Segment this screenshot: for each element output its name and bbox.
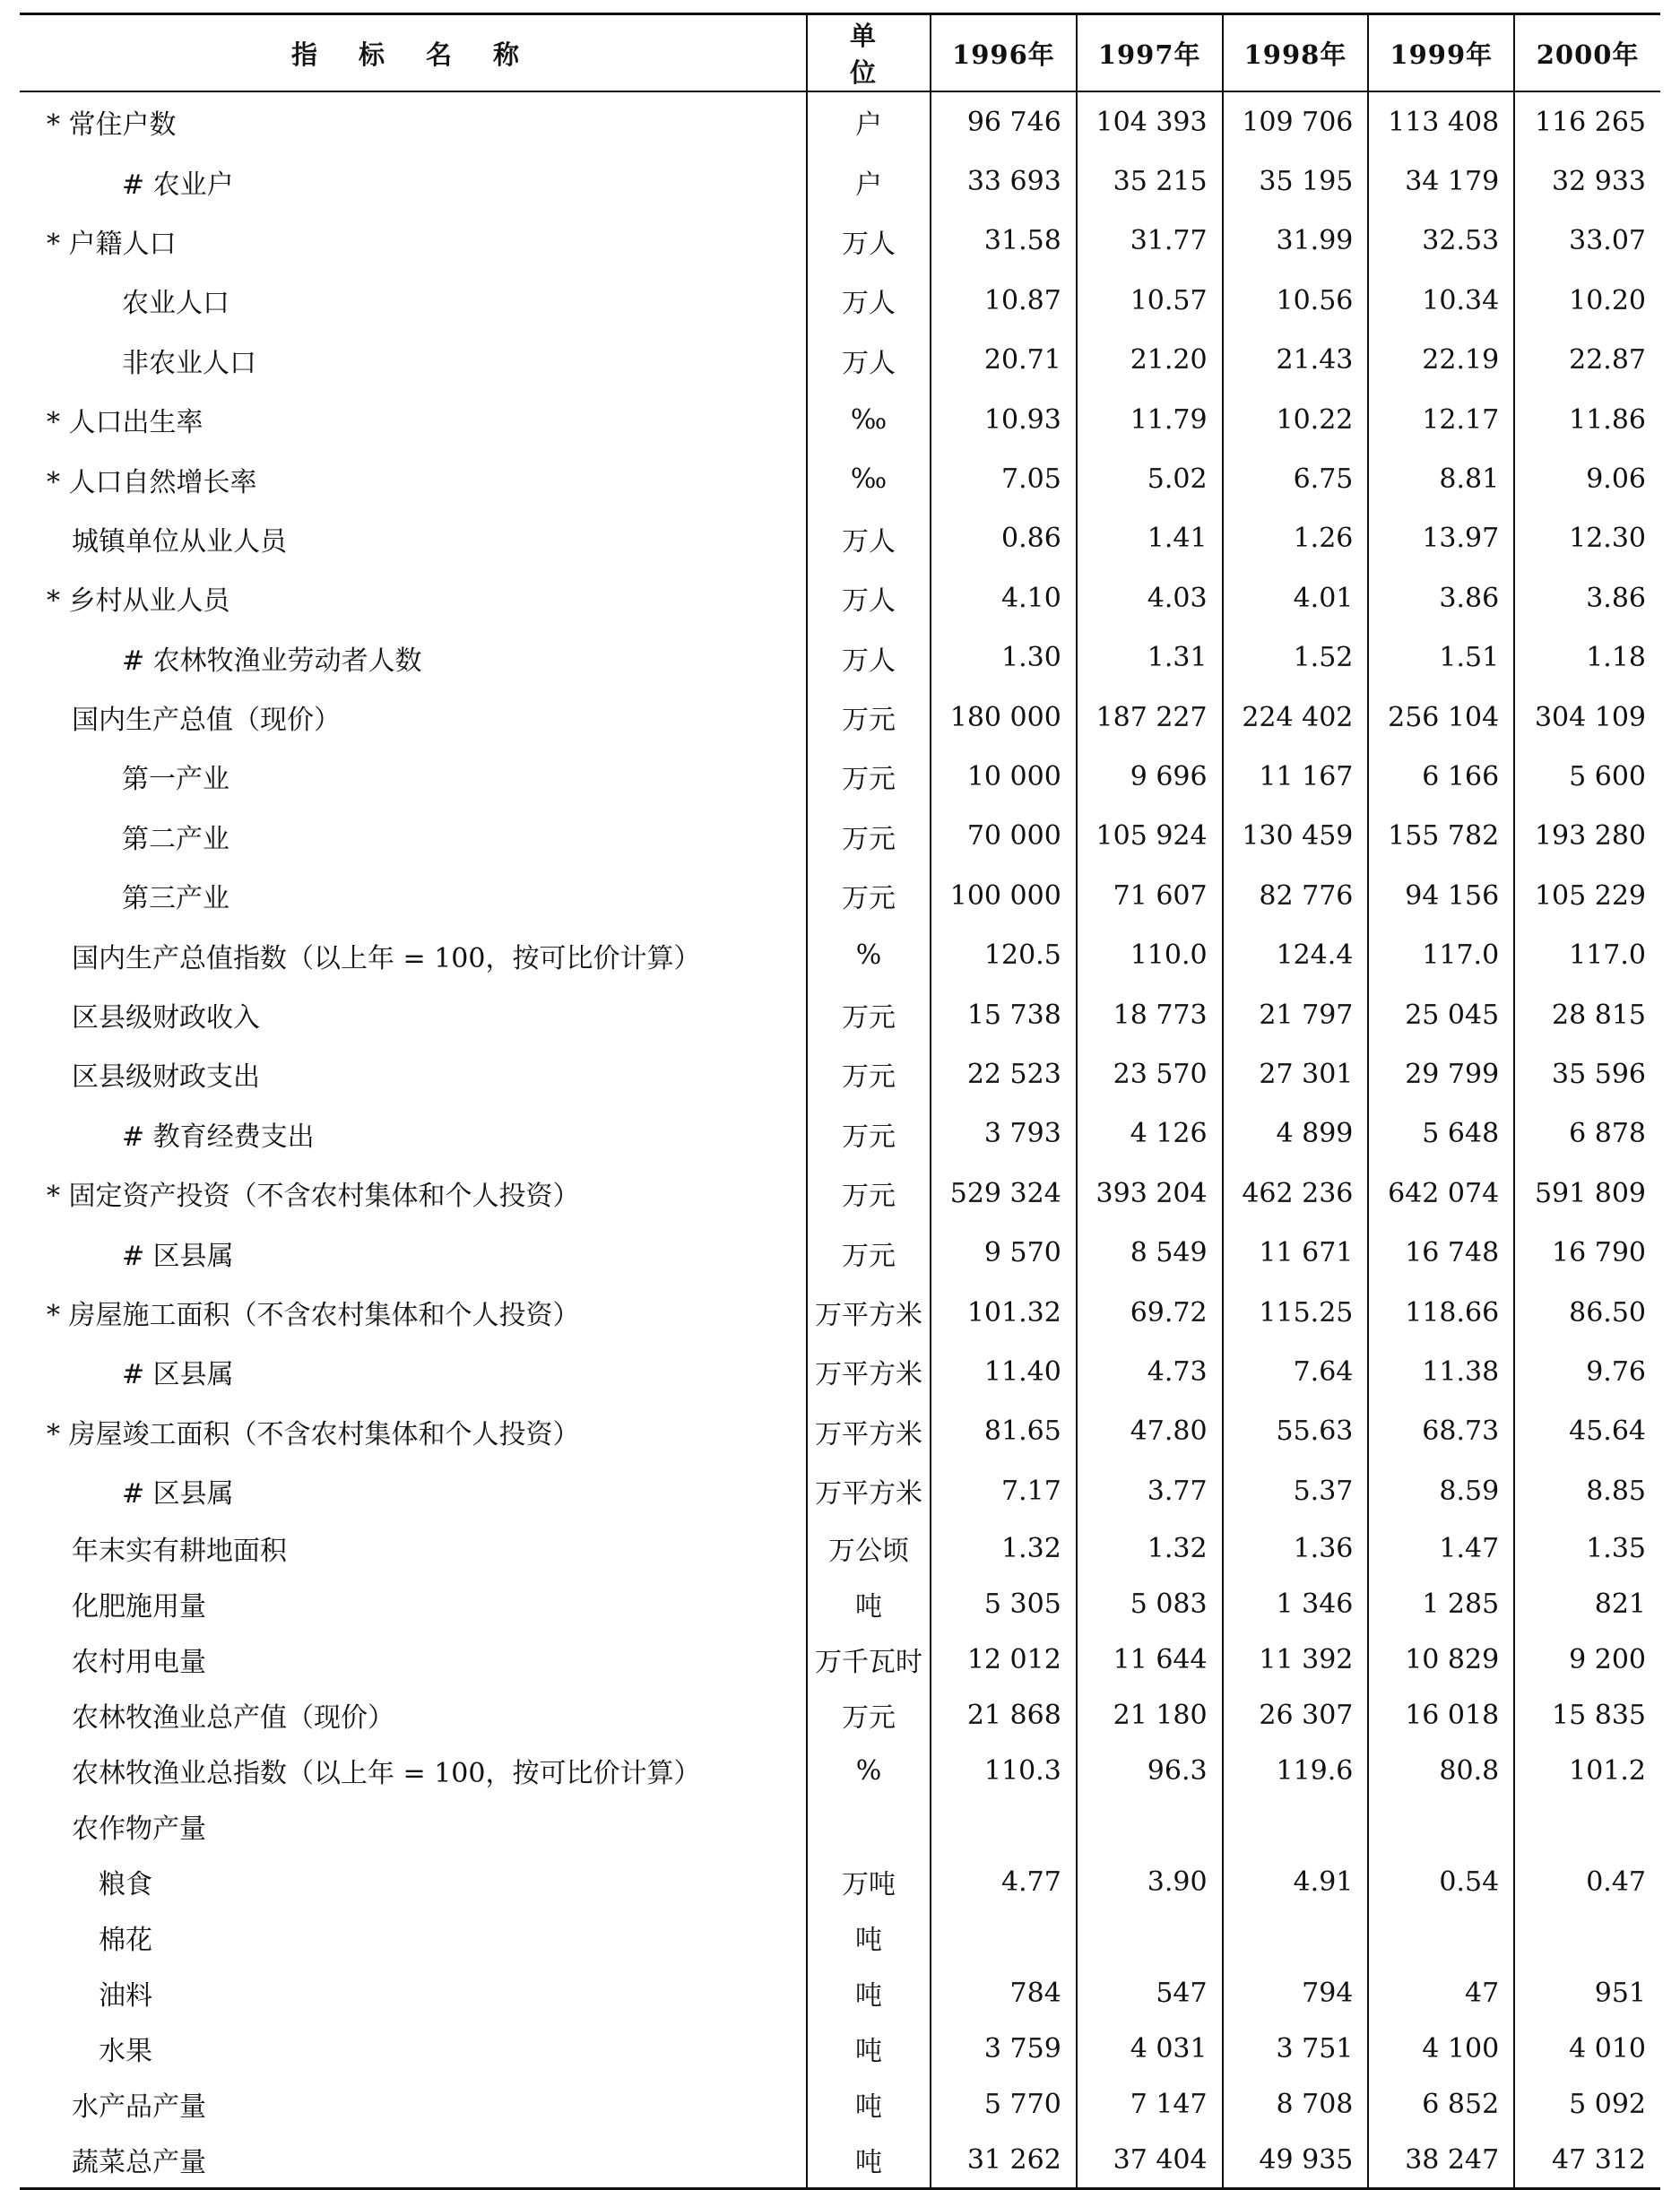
year-header-1998: 1998年: [1223, 14, 1369, 92]
value-cell-1997年: 5 083: [1077, 1576, 1223, 1632]
indicator-name-cell: # 农业户: [20, 151, 807, 211]
value-cell-1998年: [1223, 1798, 1369, 1854]
indicator-name-cell: 国内生产总值指数（以上年 = 100，按可比价计算）: [20, 925, 807, 984]
table-row: [20, 1576, 1660, 1632]
value-cell-2000年: 193 280: [1534, 820, 1646, 853]
value-cell-1996年: 101.32: [931, 1283, 1077, 1342]
value-cell-1997年: 5.02: [1077, 449, 1223, 508]
value-cell-1999年: 6 852: [1368, 2076, 1514, 2132]
value-cell-2000年: 304 109: [1534, 701, 1646, 733]
indicator-name-cell: 粮食: [20, 1854, 807, 1909]
value-cell-1997年: 4 126: [1077, 1104, 1223, 1164]
table-row: [20, 985, 1660, 1044]
unit-cell: 户: [807, 91, 931, 151]
value-cell-1999年: 8.59: [1368, 1461, 1514, 1520]
value-cell-1999年: 68.73: [1368, 1402, 1514, 1461]
indicator-name-cell: # 教育经费支出: [20, 1104, 807, 1164]
unit-cell: 吨: [807, 1576, 931, 1632]
value-cell-1998年: 1.36: [1223, 1520, 1369, 1576]
table-row: [20, 1223, 1660, 1282]
value-cell-1996年: 5 305: [931, 1576, 1077, 1632]
indicator-name-cell: 油料: [20, 1965, 807, 2021]
value-cell-1999年: 10 829: [1368, 1632, 1514, 1687]
unit-cell: ‰: [807, 449, 931, 508]
value-cell-1996年: 33 693: [931, 151, 1077, 211]
indicator-name-cell: * 房屋竣工面积（不含农村集体和个人投资）: [20, 1402, 807, 1461]
value-cell-1997年: 4.73: [1077, 1342, 1223, 1401]
value-cell-2000年: 12.30: [1569, 523, 1646, 555]
value-cell-1997年: 37 404: [1077, 2132, 1223, 2189]
value-cell-1996年: 31.58: [931, 212, 1077, 271]
unit-cell: 万元: [807, 1687, 931, 1743]
indicator-name-cell: 化肥施用量: [20, 1576, 807, 1632]
value-cell-1997年: 35 215: [1077, 151, 1223, 211]
value-cell-1996年: 96 746: [931, 91, 1077, 151]
value-cell-1998年: 5.37: [1223, 1461, 1369, 1520]
value-cell-2000年: 45.64: [1569, 1415, 1646, 1448]
value-cell-1999年: 10.34: [1368, 271, 1514, 330]
value-cell-1999年: 22.19: [1368, 331, 1514, 390]
value-cell-1996年: 10 000: [931, 747, 1077, 806]
value-cell-2000年: [1514, 1798, 1660, 1854]
unit-cell: 万人: [807, 271, 931, 330]
value-cell-1999年: [1368, 1798, 1514, 1854]
table-row: [20, 1798, 1660, 1854]
value-cell-1999年: 0.54: [1368, 1854, 1514, 1909]
value-cell-2000年: 35 596: [1552, 1058, 1646, 1090]
indicator-name-cell: # 区县属: [20, 1461, 807, 1520]
value-cell-1999年: 5 648: [1368, 1104, 1514, 1164]
value-cell-1996年: 15 738: [931, 985, 1077, 1044]
table-row: [20, 1044, 1660, 1104]
table-row: [20, 1854, 1660, 1909]
value-cell-2000年: 1.18: [1586, 642, 1646, 674]
table-row: [20, 212, 1660, 271]
indicator-name-cell: # 区县属: [20, 1223, 807, 1282]
indicator-name-cell: 国内生产总值（现价）: [20, 688, 807, 747]
unit-cell: 万人: [807, 212, 931, 271]
value-cell-2000年: 86.50: [1569, 1296, 1646, 1329]
table-body: [20, 91, 1660, 2189]
value-cell-2000年: 11.86: [1569, 403, 1646, 436]
value-cell-1996年: 70 000: [931, 807, 1077, 866]
indicator-name-cell: 第一产业: [20, 747, 807, 806]
indicator-name-cell: 非农业人口: [20, 331, 807, 390]
value-cell-1996年: [931, 1798, 1077, 1854]
value-cell-1998年: 4.01: [1223, 568, 1369, 628]
value-cell-1998年: 7.64: [1223, 1342, 1369, 1401]
value-cell-2000年: [1514, 1909, 1660, 1965]
table-row: [20, 688, 1660, 747]
value-cell-1997年: 69.72: [1077, 1283, 1223, 1342]
value-cell-2000年: 10.20: [1569, 284, 1646, 316]
value-cell-1997年: 21 180: [1077, 1687, 1223, 1743]
value-cell-1997年: 10.57: [1077, 271, 1223, 330]
table-row: [20, 628, 1660, 688]
value-cell-1998年: 26 307: [1223, 1687, 1369, 1743]
table-row: [20, 1402, 1660, 1461]
indicator-name-cell: # 农林牧渔业劳动者人数: [20, 628, 807, 688]
value-cell-1998年: 4 899: [1223, 1104, 1369, 1164]
value-cell-1997年: 3.77: [1077, 1461, 1223, 1520]
value-cell-2000年: 117.0: [1569, 939, 1646, 972]
value-cell-1998年: 10.22: [1223, 390, 1369, 449]
value-cell-1999年: 1.47: [1368, 1520, 1514, 1576]
value-cell-1996年: 3 759: [931, 2021, 1077, 2076]
value-cell-1998年: 462 236: [1223, 1164, 1369, 1223]
value-cell-2000年: 6 878: [1569, 1118, 1646, 1150]
value-cell-1997年: 1.31: [1077, 628, 1223, 688]
value-cell-1999年: 32.53: [1368, 212, 1514, 271]
table-row: [20, 331, 1660, 390]
value-cell-1997年: 21.20: [1077, 331, 1223, 390]
table-row: [20, 2132, 1660, 2189]
value-cell-2000年: 105 229: [1534, 879, 1646, 912]
statistics-table-page: [20, 13, 1660, 2190]
value-cell-2000年: 28 815: [1552, 999, 1646, 1031]
value-cell-1997年: 7 147: [1077, 2076, 1223, 2132]
value-cell-1998年: 55.63: [1223, 1402, 1369, 1461]
value-cell-1999年: 29 799: [1368, 1044, 1514, 1104]
value-cell-1998年: 8 708: [1223, 2076, 1369, 2132]
value-cell-2000年: 9 200: [1569, 1643, 1646, 1675]
value-cell-2000年: 22.87: [1569, 344, 1646, 377]
value-cell-1997年: 393 204: [1077, 1164, 1223, 1223]
value-cell-1996年: 7.17: [931, 1461, 1077, 1520]
value-cell-1996年: 100 000: [931, 866, 1077, 925]
value-cell-1998年: 224 402: [1223, 688, 1369, 747]
value-cell-1997年: 4.03: [1077, 568, 1223, 628]
table-row: [20, 91, 1660, 151]
value-cell-1997年: 31.77: [1077, 212, 1223, 271]
value-cell-1999年: 155 782: [1368, 807, 1514, 866]
unit-cell: 吨: [807, 1909, 931, 1965]
value-cell-1999年: 34 179: [1368, 151, 1514, 211]
unit-cell: 万人: [807, 509, 931, 568]
value-cell-1999年: 117.0: [1368, 925, 1514, 984]
value-cell-1998年: 31.99: [1223, 212, 1369, 271]
unit-cell: 万人: [807, 568, 931, 628]
table-row: [20, 1342, 1660, 1401]
indicator-name-cell: 水产品产量: [20, 2076, 807, 2132]
value-cell-2000年: 32 933: [1552, 166, 1646, 198]
table-row: [20, 807, 1660, 866]
unit-cell: 万元: [807, 1164, 931, 1223]
indicator-name-cell: 农村用电量: [20, 1632, 807, 1687]
table-row: [20, 1687, 1660, 1743]
unit-cell: 万元: [807, 866, 931, 925]
value-cell-1996年: 11.40: [931, 1342, 1077, 1401]
unit-cell: 万千瓦时: [807, 1632, 931, 1687]
value-cell-2000年: 116 265: [1534, 106, 1646, 138]
value-cell-1998年: 49 935: [1223, 2132, 1369, 2189]
table-row: [20, 151, 1660, 211]
unit-cell: 万元: [807, 747, 931, 806]
value-cell-1996年: 20.71: [931, 331, 1077, 390]
value-cell-1996年: 21 868: [931, 1687, 1077, 1743]
value-cell-2000年: 0.47: [1586, 1865, 1646, 1898]
value-cell-1998年: 794: [1223, 1965, 1369, 2021]
value-cell-1999年: 80.8: [1368, 1743, 1514, 1798]
table-row: [20, 1743, 1660, 1798]
table-row: [20, 1909, 1660, 1965]
table-row: [20, 1632, 1660, 1687]
year-header-1997: 1997年: [1077, 14, 1223, 92]
indicator-name-cell: # 区县属: [20, 1342, 807, 1401]
value-cell-1999年: 11.38: [1368, 1342, 1514, 1401]
value-cell-1996年: 4.10: [931, 568, 1077, 628]
unit-cell: %: [807, 1743, 931, 1798]
value-cell-1997年: 23 570: [1077, 1044, 1223, 1104]
table-row: [20, 866, 1660, 925]
unit-cell: 户: [807, 151, 931, 211]
indicator-name-cell: 区县级财政支出: [20, 1044, 807, 1104]
indicator-name-cell: * 人口出生率: [20, 390, 807, 449]
unit-cell: ‰: [807, 390, 931, 449]
value-cell-1996年: 110.3: [931, 1743, 1077, 1798]
indicator-name-cell: 第三产业: [20, 866, 807, 925]
unit-cell: 万平方米: [807, 1402, 931, 1461]
value-cell-1999年: 256 104: [1368, 688, 1514, 747]
year-header-2000: 2000年: [1514, 14, 1660, 92]
value-cell-2000年: 15 835: [1552, 1699, 1646, 1731]
table-row: [20, 568, 1660, 628]
year-header-1999: 1999年: [1368, 14, 1514, 92]
table-row: [20, 449, 1660, 508]
indicator-name-cell: 蔬菜总产量: [20, 2132, 807, 2189]
indicator-name-cell: 水果: [20, 2021, 807, 2076]
unit-cell: 万平方米: [807, 1283, 931, 1342]
value-cell-2000年: 8.85: [1586, 1475, 1646, 1507]
unit-cell: 万元: [807, 1104, 931, 1164]
value-cell-2000年: 951: [1594, 1977, 1646, 2009]
value-cell-2000年: 9.06: [1586, 463, 1646, 496]
indicator-name-cell: * 乡村从业人员: [20, 568, 807, 628]
unit-cell: 吨: [807, 2021, 931, 2076]
value-cell-1997年: [1077, 1909, 1223, 1965]
value-cell-1997年: 187 227: [1077, 688, 1223, 747]
value-cell-1996年: 10.93: [931, 390, 1077, 449]
value-cell-2000年: 47 312: [1514, 2132, 1660, 2189]
value-cell-1996年: 0.86: [931, 509, 1077, 568]
table-row: [20, 2076, 1660, 2132]
table-row: [20, 2021, 1660, 2076]
value-cell-1999年: 1 285: [1368, 1576, 1514, 1632]
value-cell-1999年: 6 166: [1368, 747, 1514, 806]
value-cell-1998年: 11 671: [1223, 1223, 1369, 1282]
year-header-1996: 1996年: [931, 14, 1077, 92]
table-row: [20, 1520, 1660, 1576]
value-cell-1997年: 47.80: [1077, 1402, 1223, 1461]
value-cell-1997年: 11 644: [1077, 1632, 1223, 1687]
value-cell-1997年: 110.0: [1077, 925, 1223, 984]
indicator-name-cell: 农林牧渔业总产值（现价）: [20, 1687, 807, 1743]
value-cell-1997年: 11.79: [1077, 390, 1223, 449]
value-cell-1998年: 109 706: [1223, 91, 1369, 151]
value-cell-1996年: 22 523: [931, 1044, 1077, 1104]
value-cell-1997年: 9 696: [1077, 747, 1223, 806]
value-cell-1999年: 47: [1368, 1965, 1514, 2021]
value-cell-1999年: [1368, 1909, 1514, 1965]
value-cell-2000年: 1.35: [1586, 1532, 1646, 1564]
value-cell-1998年: 27 301: [1223, 1044, 1369, 1104]
indicator-name-cell: 城镇单位从业人员: [20, 509, 807, 568]
indicator-name-cell: 年末实有耕地面积: [20, 1520, 807, 1576]
unit-cell: 吨: [807, 2076, 931, 2132]
value-cell-1997年: 4 031: [1077, 2021, 1223, 2076]
table-row: [20, 1461, 1660, 1520]
value-cell-1996年: [931, 1909, 1077, 1965]
value-cell-1997年: 1.41: [1077, 509, 1223, 568]
value-cell-1999年: 25 045: [1368, 985, 1514, 1044]
value-cell-1996年: 1.30: [931, 628, 1077, 688]
value-cell-1999年: 8.81: [1368, 449, 1514, 508]
value-cell-1998年: [1223, 1909, 1369, 1965]
value-cell-2000年: 101.2: [1569, 1754, 1646, 1787]
header-row: [20, 14, 1660, 92]
value-cell-1998年: 3 751: [1223, 2021, 1369, 2076]
value-cell-1999年: 16 018: [1368, 1687, 1514, 1743]
value-cell-1996年: 180 000: [931, 688, 1077, 747]
statistics-table: [20, 13, 1660, 2190]
unit-cell: 万公顷: [807, 1520, 931, 1576]
table-row: [20, 271, 1660, 330]
unit-cell: 万元: [807, 807, 931, 866]
value-cell-1997年: 3.90: [1077, 1854, 1223, 1909]
value-cell-1997年: 71 607: [1077, 866, 1223, 925]
unit-cell: 万平方米: [807, 1461, 931, 1520]
value-cell-1999年: 38 247: [1368, 2132, 1514, 2189]
indicator-name-cell: * 人口自然增长率: [20, 449, 807, 508]
value-cell-1996年: 7.05: [931, 449, 1077, 508]
value-cell-2000年: 4 010: [1569, 2032, 1646, 2064]
table-row: [20, 1104, 1660, 1164]
value-cell-1999年: 113 408: [1368, 91, 1514, 151]
value-cell-1998年: 35 195: [1223, 151, 1369, 211]
unit-cell: 万吨: [807, 1854, 931, 1909]
indicator-name-cell: 区县级财政收入: [20, 985, 807, 1044]
value-cell-1999年: 642 074: [1368, 1164, 1514, 1223]
value-cell-1998年: 1 346: [1223, 1576, 1369, 1632]
unit-cell: 万人: [807, 628, 931, 688]
indicator-name-cell: * 户籍人口: [20, 212, 807, 271]
value-cell-1997年: 1.32: [1077, 1520, 1223, 1576]
value-cell-1998年: 115.25: [1223, 1283, 1369, 1342]
value-cell-1998年: 11 392: [1223, 1632, 1369, 1687]
value-cell-1996年: 1.32: [931, 1520, 1077, 1576]
value-cell-1999年: 4 100: [1368, 2021, 1514, 2076]
unit-cell: 万元: [807, 1223, 931, 1282]
value-cell-1998年: 10.56: [1223, 271, 1369, 330]
unit-cell: 万人: [807, 331, 931, 390]
indicator-name-cell: 棉花: [20, 1909, 807, 1965]
value-cell-1998年: 4.91: [1223, 1854, 1369, 1909]
indicator-name-cell: * 固定资产投资（不含农村集体和个人投资）: [20, 1164, 807, 1223]
value-cell-1998年: 21 797: [1223, 985, 1369, 1044]
unit-cell: 万平方米: [807, 1342, 931, 1401]
value-cell-1999年: 12.17: [1368, 390, 1514, 449]
value-cell-2000年: 33.07: [1569, 225, 1646, 257]
indicator-name-cell: 农林牧渔业总指数（以上年 = 100，按可比价计算）: [20, 1743, 807, 1798]
table-row: [20, 1283, 1660, 1342]
value-cell-2000年: 821: [1594, 1588, 1646, 1620]
value-cell-1996年: 5 770: [931, 2076, 1077, 2132]
value-cell-1996年: 10.87: [931, 271, 1077, 330]
unit-cell: [807, 1798, 931, 1854]
value-cell-1997年: 104 393: [1077, 91, 1223, 151]
value-cell-1997年: 105 924: [1077, 807, 1223, 866]
indicator-name-cell: 农作物产量: [20, 1798, 807, 1854]
value-cell-1996年: 4.77: [931, 1854, 1077, 1909]
value-cell-2000年: 16 790: [1552, 1237, 1646, 1269]
value-cell-1998年: 130 459: [1223, 807, 1369, 866]
indicator-name-cell: 第二产业: [20, 807, 807, 866]
table-row: [20, 925, 1660, 984]
unit-cell: 万元: [807, 688, 931, 747]
value-cell-1999年: 16 748: [1368, 1223, 1514, 1282]
value-cell-1996年: 529 324: [931, 1164, 1077, 1223]
unit-cell: 万元: [807, 1044, 931, 1104]
value-cell-1999年: 1.51: [1368, 628, 1514, 688]
value-cell-1998年: 11 167: [1223, 747, 1369, 806]
value-cell-1996年: 31 262: [931, 2132, 1077, 2189]
table-row: [20, 509, 1660, 568]
unit-cell: %: [807, 925, 931, 984]
value-cell-1998年: 124.4: [1223, 925, 1369, 984]
value-cell-1997年: 96.3: [1077, 1743, 1223, 1798]
table-row: [20, 747, 1660, 806]
value-cell-2000年: 591 809: [1534, 1177, 1646, 1209]
value-cell-1997年: 547: [1077, 1965, 1223, 2021]
indicator-name-cell: * 常住户数: [20, 91, 807, 151]
table-row: [20, 1965, 1660, 2021]
value-cell-1996年: 784: [931, 1965, 1077, 2021]
value-cell-1996年: 9 570: [931, 1223, 1077, 1282]
indicator-name-cell: * 房屋施工面积（不含农村集体和个人投资）: [20, 1283, 807, 1342]
value-cell-1999年: 118.66: [1368, 1283, 1514, 1342]
value-cell-2000年: 5 600: [1569, 760, 1646, 792]
value-cell-1998年: 1.52: [1223, 628, 1369, 688]
value-cell-1996年: 120.5: [931, 925, 1077, 984]
value-cell-1997年: 8 549: [1077, 1223, 1223, 1282]
value-cell-1997年: [1077, 1798, 1223, 1854]
value-cell-2000年: 5 092: [1569, 2088, 1646, 2120]
unit-cell: 吨: [807, 2132, 931, 2189]
value-cell-1998年: 21.43: [1223, 331, 1369, 390]
table-row: [20, 390, 1660, 449]
value-cell-1998年: 82 776: [1223, 866, 1369, 925]
unit-cell: 吨: [807, 1965, 931, 2021]
value-cell-1998年: 1.26: [1223, 509, 1369, 568]
value-cell-1998年: 119.6: [1223, 1743, 1369, 1798]
value-cell-1996年: 3 793: [931, 1104, 1077, 1164]
value-cell-1996年: 12 012: [931, 1632, 1077, 1687]
value-cell-2000年: 3.86: [1586, 582, 1646, 614]
value-cell-1999年: 3.86: [1368, 568, 1514, 628]
value-cell-1999年: 13.97: [1368, 509, 1514, 568]
value-cell-1996年: 81.65: [931, 1402, 1077, 1461]
unit-cell: 万元: [807, 985, 931, 1044]
value-cell-2000年: 9.76: [1586, 1355, 1646, 1388]
table-row: [20, 1164, 1660, 1223]
unit-header: 单位: [807, 14, 931, 92]
value-cell-1997年: 18 773: [1077, 985, 1223, 1044]
indicator-name-header: 指标名称: [20, 14, 807, 92]
indicator-name-cell: 农业人口: [20, 271, 807, 330]
value-cell-1998年: 6.75: [1223, 449, 1369, 508]
value-cell-1999年: 94 156: [1368, 866, 1514, 925]
